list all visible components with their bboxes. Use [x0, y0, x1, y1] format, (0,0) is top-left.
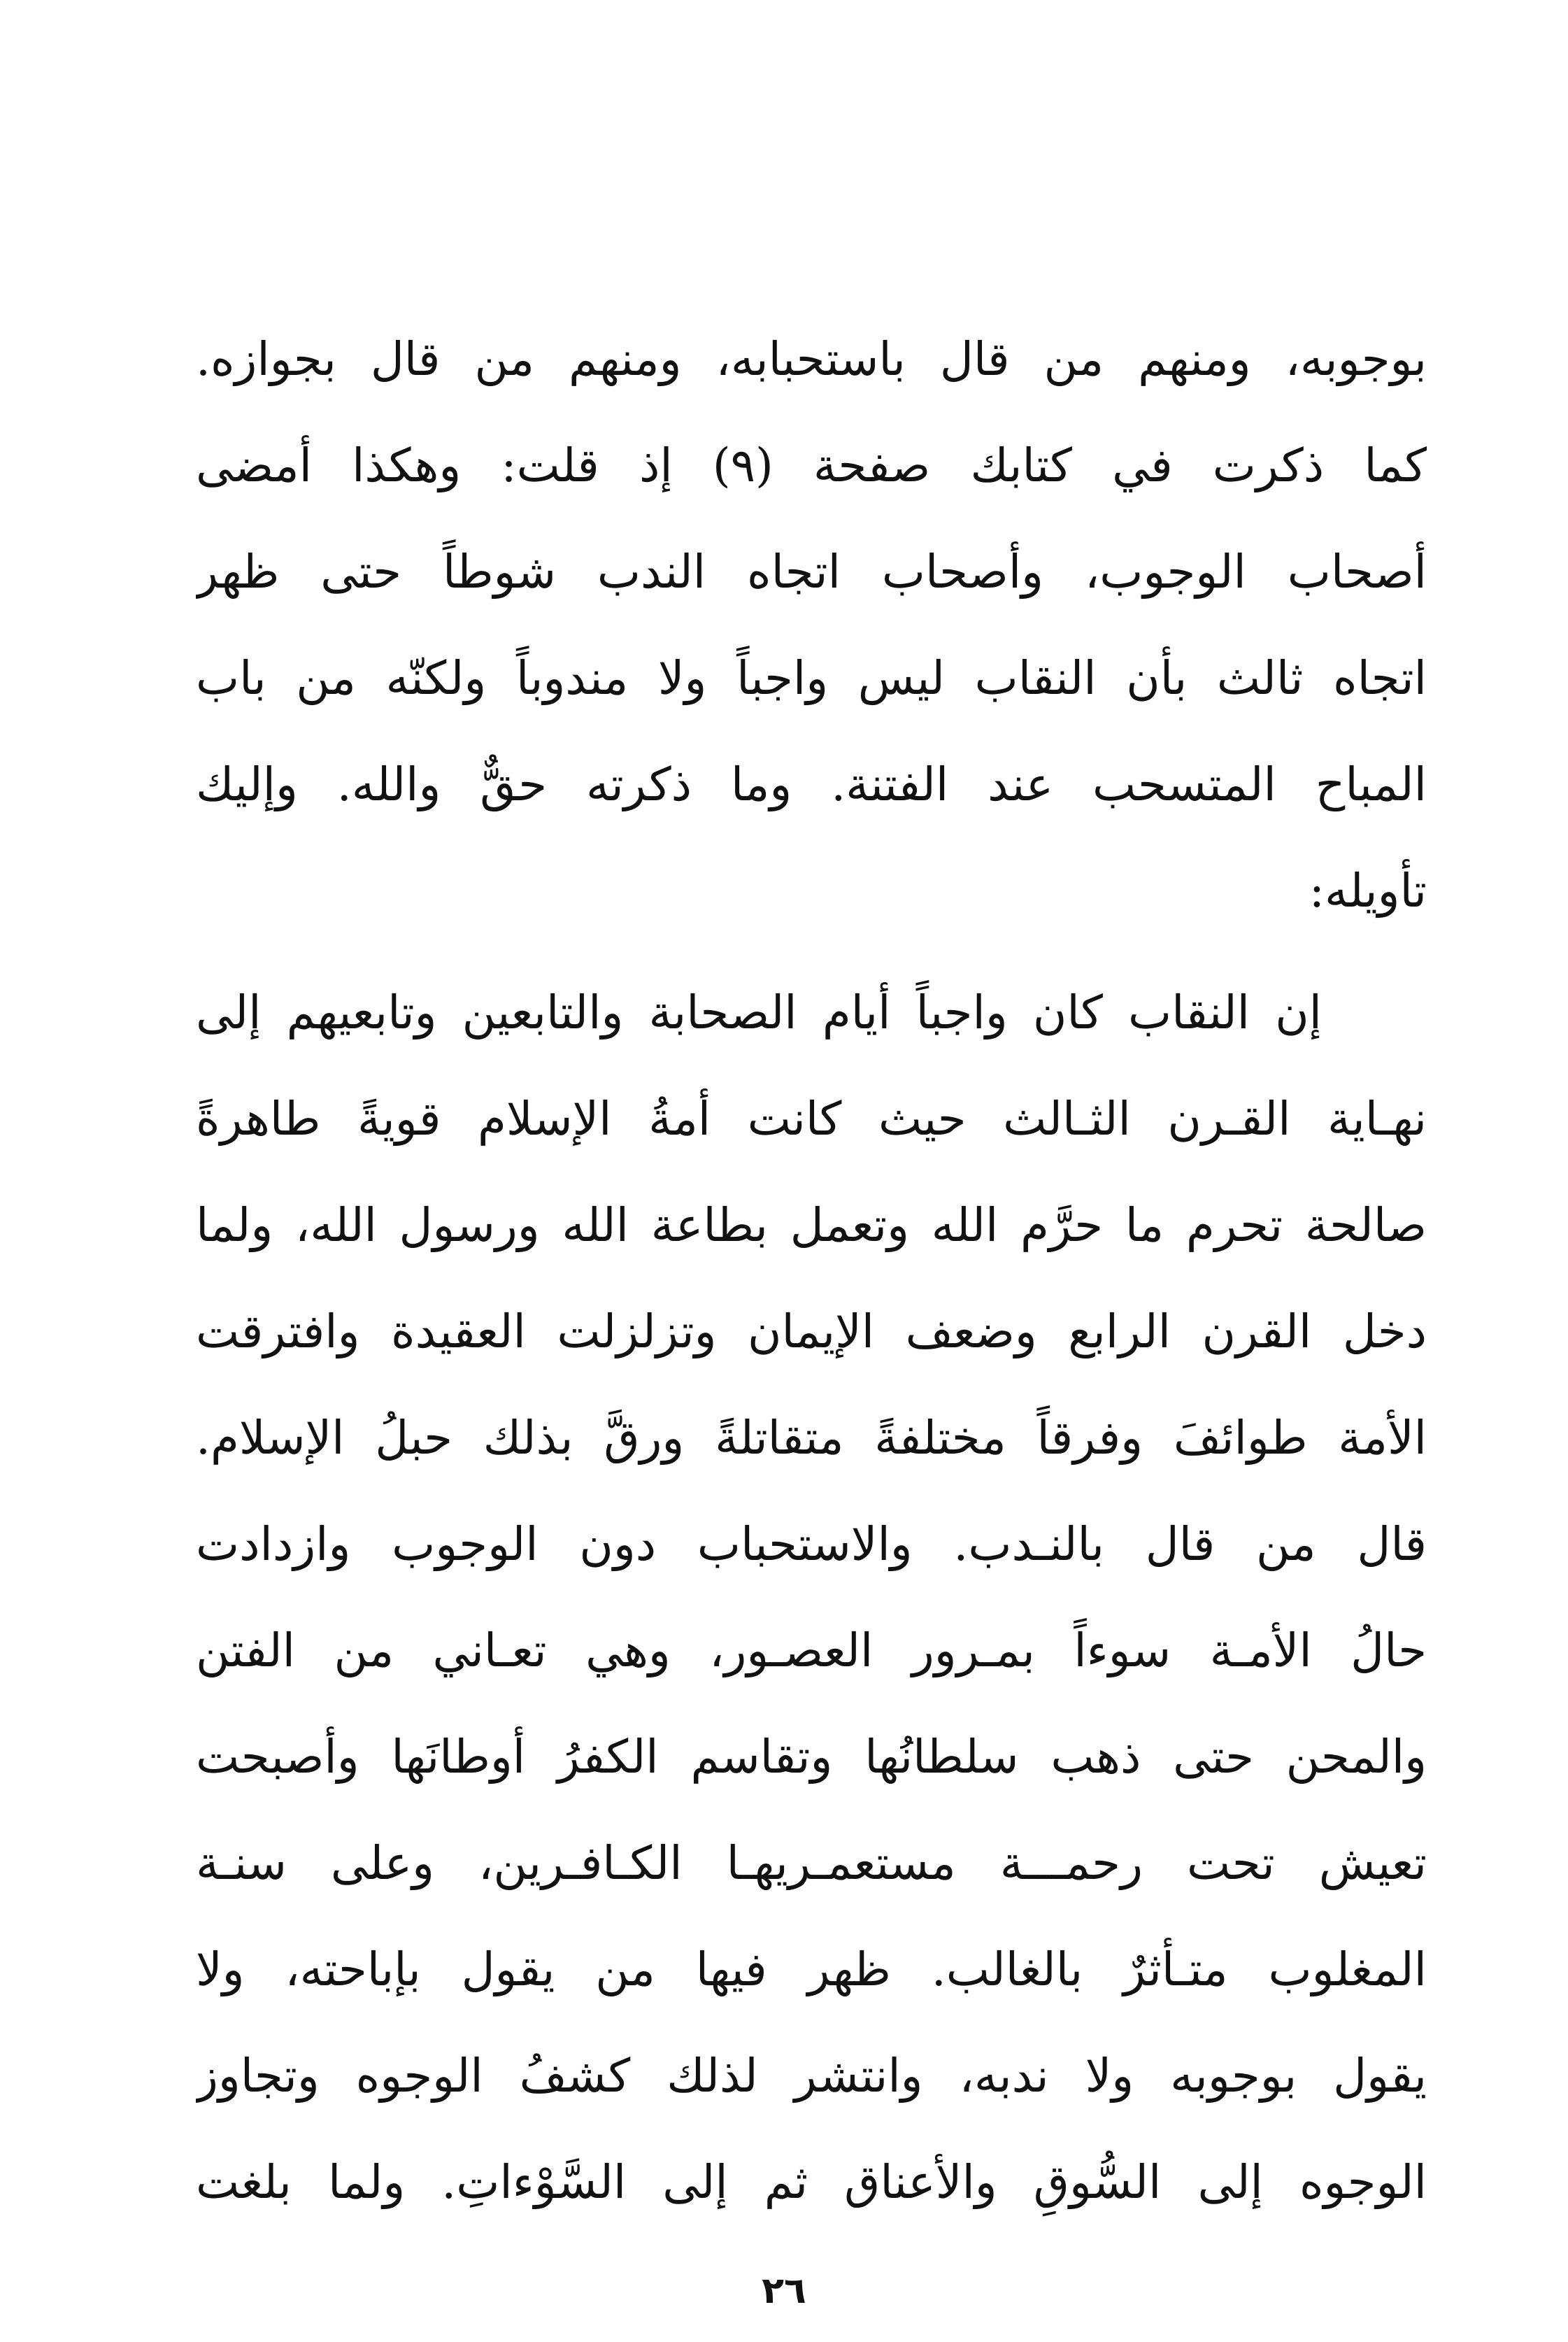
- text-line: الأمة طوائفَ وفرقاً مختلفةً متقاتلةً ورقَّ بذلك حبلُ الإسلام.: [196, 1411, 1427, 1465]
- text-line: أصحاب الوجوب، وأصحاب اتجاه الندب شوطاً حتى ظهر: [196, 545, 1427, 599]
- text-line: يقول بوجوبه ولا ندبه، وانتشر لذلك كشفُ الوجوه وتجاوز: [196, 2049, 1427, 2103]
- page-number: ٢٦: [762, 2270, 806, 2312]
- text-line: دخل القرن الرابع وضعف الإيمان وتزلزلت العقيدة وافترقت: [196, 1305, 1427, 1358]
- paragraph-gap: [196, 944, 1427, 960]
- text-line: قال من قال بالنـدب. والاستحباب دون الوجوب وازدادت: [196, 1517, 1427, 1571]
- text-line: نهـاية القـرن الثـالث حيث كانت أمةُ الإسلام قويةً طاهرةً: [196, 1092, 1427, 1146]
- text-line: اتجاه ثالث بأن النقاب ليس واجباً ولا مندوباً ولكنّه من باب: [196, 651, 1427, 705]
- body-text: [196, 306, 1427, 2236]
- text-line: بوجوبه، ومنهم من قال باستحبابه، ومنهم من قال بجوازه.: [196, 332, 1427, 386]
- text-line: المباح المتسحب عند الفتنة. وما ذكرته حقٌّ والله. وإليك: [196, 758, 1427, 811]
- text-line: والمحن حتى ذهب سلطانُها وتقاسم الكفرُ أوطانَها وأصبحت: [196, 1730, 1427, 1784]
- text-line: إن النقاب كان واجباً أيام الصحابة والتابعين وتابعيهم إلى: [196, 986, 1322, 1039]
- paragraph-1: [196, 306, 1427, 944]
- text-line: حالُ الأمـة سوءاً بمـرور العصـور، وهي تعـاني من الفتن: [196, 1624, 1427, 1677]
- text-line: المغلوب متـأثرٌ بالغالب. ظهر فيها من يقول بإباحته، ولا: [196, 1943, 1427, 1996]
- text-line: تعيش تحت رحمـــة مستعمـريهـا الكـافـرين، وعلى سنـة: [196, 1836, 1427, 1890]
- text-line: تأويله:: [1309, 864, 1427, 918]
- paragraph-2: [196, 960, 1427, 2236]
- text-line: صالحة تحرم ما حرَّم الله وتعمل بطاعة الله ورسول الله، ولما: [196, 1198, 1427, 1252]
- text-line: الوجوه إلى السُّوقِ والأعناق ثم إلى السَّوْءاتِ. ولما بلغت: [196, 2155, 1427, 2209]
- text-line: كما ذكرت في كتابك صفحة (٩) إذ قلت: وهكذا أمضى: [196, 439, 1427, 492]
